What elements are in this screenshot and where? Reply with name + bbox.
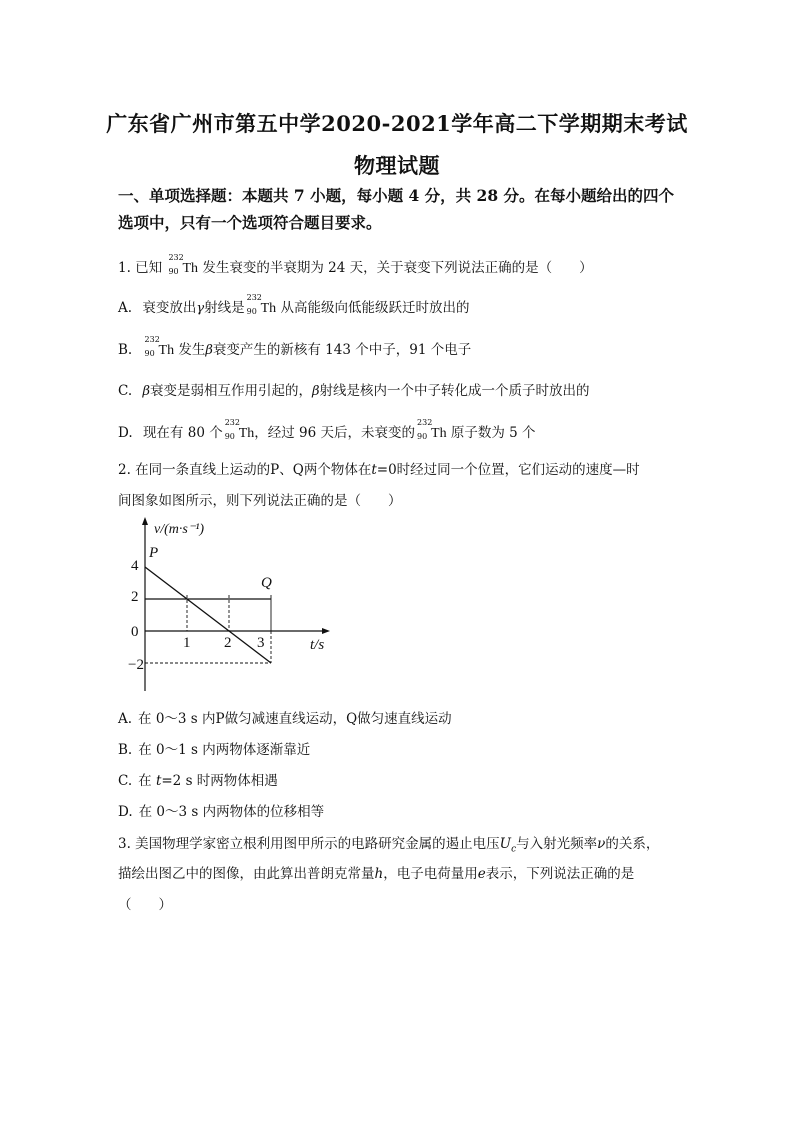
- q2-option-b: B. 在 0～1 s 内两物体逐渐靠近: [118, 742, 311, 758]
- q2-option-d: D. 在 0～3 s 内两物体的位移相等: [118, 804, 325, 820]
- xtick-1: 1: [183, 635, 191, 651]
- series-p-line: [145, 567, 271, 663]
- q2-stem-line2: 间图象如图所示，则下列说法正确的是（ ）: [118, 493, 402, 509]
- label-p: P: [149, 545, 159, 561]
- nuclide-th232: 232 90: [224, 418, 240, 441]
- x-axis-label: t/s: [310, 637, 325, 653]
- exam-title: 广东省广州市第五中学2020-2021学年高二下学期期末考试: [106, 111, 688, 136]
- xtick-3: 3: [257, 635, 265, 651]
- q1-stem-pre: 1. 已知: [118, 260, 163, 276]
- x-axis-arrow: [322, 628, 330, 634]
- q1-option-b: B. 232 90 Th 发生β衰变产生的新核有 143 个中子，91 个电子: [118, 335, 472, 358]
- y-axis-arrow: [142, 517, 148, 525]
- nuclide-th232: 232 90: [168, 253, 184, 276]
- q2-stem-line1: 2. 在同一条直线上运动的P、Q两个物体在t=0时经过同一个位置，它们运动的速度—时: [118, 462, 640, 478]
- nuclide-th232: 232 90: [246, 293, 262, 316]
- nuclide-th232: 232 90: [144, 335, 160, 358]
- vt-graph: [130, 515, 350, 695]
- exam-subtitle: 物理试题: [354, 153, 440, 178]
- section-heading-line1: 一、单项选择题：本题共 7 小题，每小题 4 分，共 28 分。在每小题给出的四个: [118, 186, 675, 205]
- q1-option-c: C. β衰变是弱相互作用引起的，β射线是核内一个中子转化成一个质子时放出的: [118, 383, 590, 399]
- xtick-2: 2: [224, 635, 232, 651]
- q1-option-d: D. 现在有 80 个 232 90 Th，经过 96 天后，未衰变的 232 90 Th 原子数为 5 个: [118, 418, 536, 441]
- q1-option-a: A. 衰变放出γ射线是 232 90 Th 从高能级向低能级跃迁时放出的: [118, 293, 470, 316]
- q3-stem-line1: 3. 美国物理学家密立根利用图甲所示的电路研究金属的遏止电压$U_c$与入射光频率ν的关系，: [118, 836, 660, 855]
- q1-stem-post: 发生衰变的半衰期为 24 天，关于衰变下列说法正确的是（ ）: [202, 260, 593, 276]
- nuclide-th232: 232 90: [417, 418, 433, 441]
- section-heading-line2: 选项中，只有一个选项符合题目要求。: [118, 213, 382, 232]
- q3-stem-line2: 描绘出图乙中的图像，由此算出普朗克常量h，电子电荷量用e表示，下列说法正确的是: [118, 866, 635, 882]
- ytick-neg2: −2: [128, 657, 144, 673]
- ytick-0: 0: [131, 624, 139, 640]
- section-heading: [118, 182, 678, 236]
- q2-option-a: A. 在 0～3 s 内P做匀减速直线运动，Q做匀速直线运动: [118, 711, 452, 727]
- q1-stem: 1. 已知 232 90 Th 发生衰变的半衰期为 24 天，关于衰变下列说法正确的是（ ）: [118, 253, 593, 276]
- label-q: Q: [261, 575, 272, 591]
- ytick-2: 2: [131, 589, 139, 605]
- q2-option-c: C. 在 t=2 s 时两物体相遇: [118, 773, 278, 789]
- q3-stem-line3: （ ）: [118, 897, 172, 913]
- ytick-4: 4: [131, 558, 139, 574]
- y-axis-label: v/(m·s⁻¹): [154, 522, 205, 537]
